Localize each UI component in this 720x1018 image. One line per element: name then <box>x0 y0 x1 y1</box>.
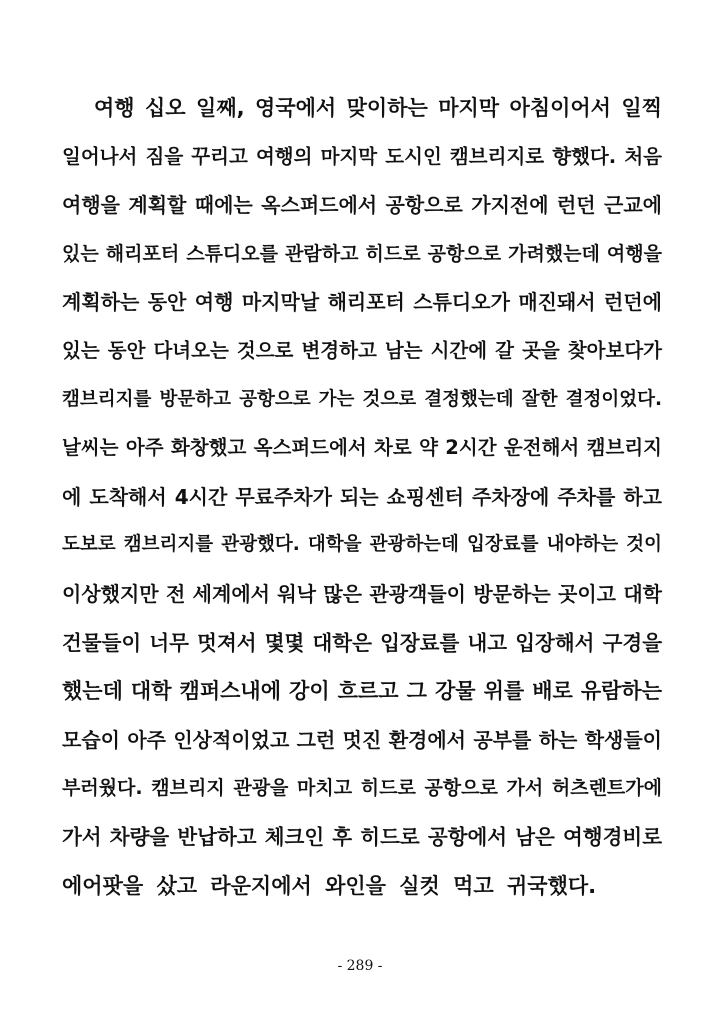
paragraph-line: 캠브리지를 방문하고 공항으로 가는 것으로 결정했는데 잘한 결정이었다. <box>62 388 662 410</box>
paragraph-line: 모습이 아주 인상적이었고 그런 멋진 환경에서 공부를 하는 학생들이 <box>62 727 662 752</box>
paragraph-line: 에어팟을 샀고 라운지에서 와인을 실컷 먹고 귀국했다. <box>62 873 597 898</box>
paragraph-line: 가서 차량을 반납하고 체크인 후 히드로 공항에서 남은 여행경비로 <box>62 824 662 849</box>
paragraph-line: 있는 해리포터 스튜디오를 관람하고 히드로 공항으로 가려했는데 여행을 <box>62 242 662 265</box>
paragraph-line: 일어나서 짐을 꾸리고 여행의 마지막 도시인 캠브리지로 향했다. 처음 <box>62 144 662 168</box>
paragraph-line: 건물들이 너무 멋져서 몇몇 대학은 입장료를 내고 입장해서 구경을 <box>62 630 662 655</box>
page-number: - 289 - <box>337 958 383 974</box>
paragraph-line: 도보로 캠브리지를 관광했다. 대학을 관광하는데 입장료를 내야하는 것이 <box>62 534 662 556</box>
body-paragraph <box>62 84 662 910</box>
paragraph-line: 여행 십오 일째, 영국에서 맞이하는 마지막 아침이어서 일찍 <box>94 96 662 120</box>
paragraph-line: 있는 동안 다녀오는 것으로 변경하고 남는 시간에 갈 곳을 찾아보다가 <box>62 338 662 362</box>
paragraph-line: 이상했지만 전 세계에서 워낙 많은 관광객들이 방문하는 곳이고 대학 <box>62 581 662 606</box>
paragraph-line: 했는데 대학 캠퍼스내에 강이 흐르고 그 강물 위를 배로 유람하는 <box>62 679 662 704</box>
paragraph-line: 날씨는 아주 화창했고 옥스퍼드에서 차로 약 2시간 운전해서 캠브리지 <box>62 436 662 460</box>
paragraph-line: 여행을 계획할 때에는 옥스퍼드에서 공항으로 가지전에 런던 근교에 <box>62 193 662 218</box>
paragraph-line: 부러웠다. 캠브리지 관광을 마치고 히드로 공항으로 가서 허츠렌트가에 <box>62 777 662 800</box>
paragraph-line: 계획하는 동안 여행 마지막날 해리포터 스튜디오가 매진돼서 런던에 <box>62 290 662 315</box>
paragraph-line: 에 도착해서 4시간 무료주차가 되는 쇼핑센터 주차장에 주차를 하고 <box>62 484 662 509</box>
